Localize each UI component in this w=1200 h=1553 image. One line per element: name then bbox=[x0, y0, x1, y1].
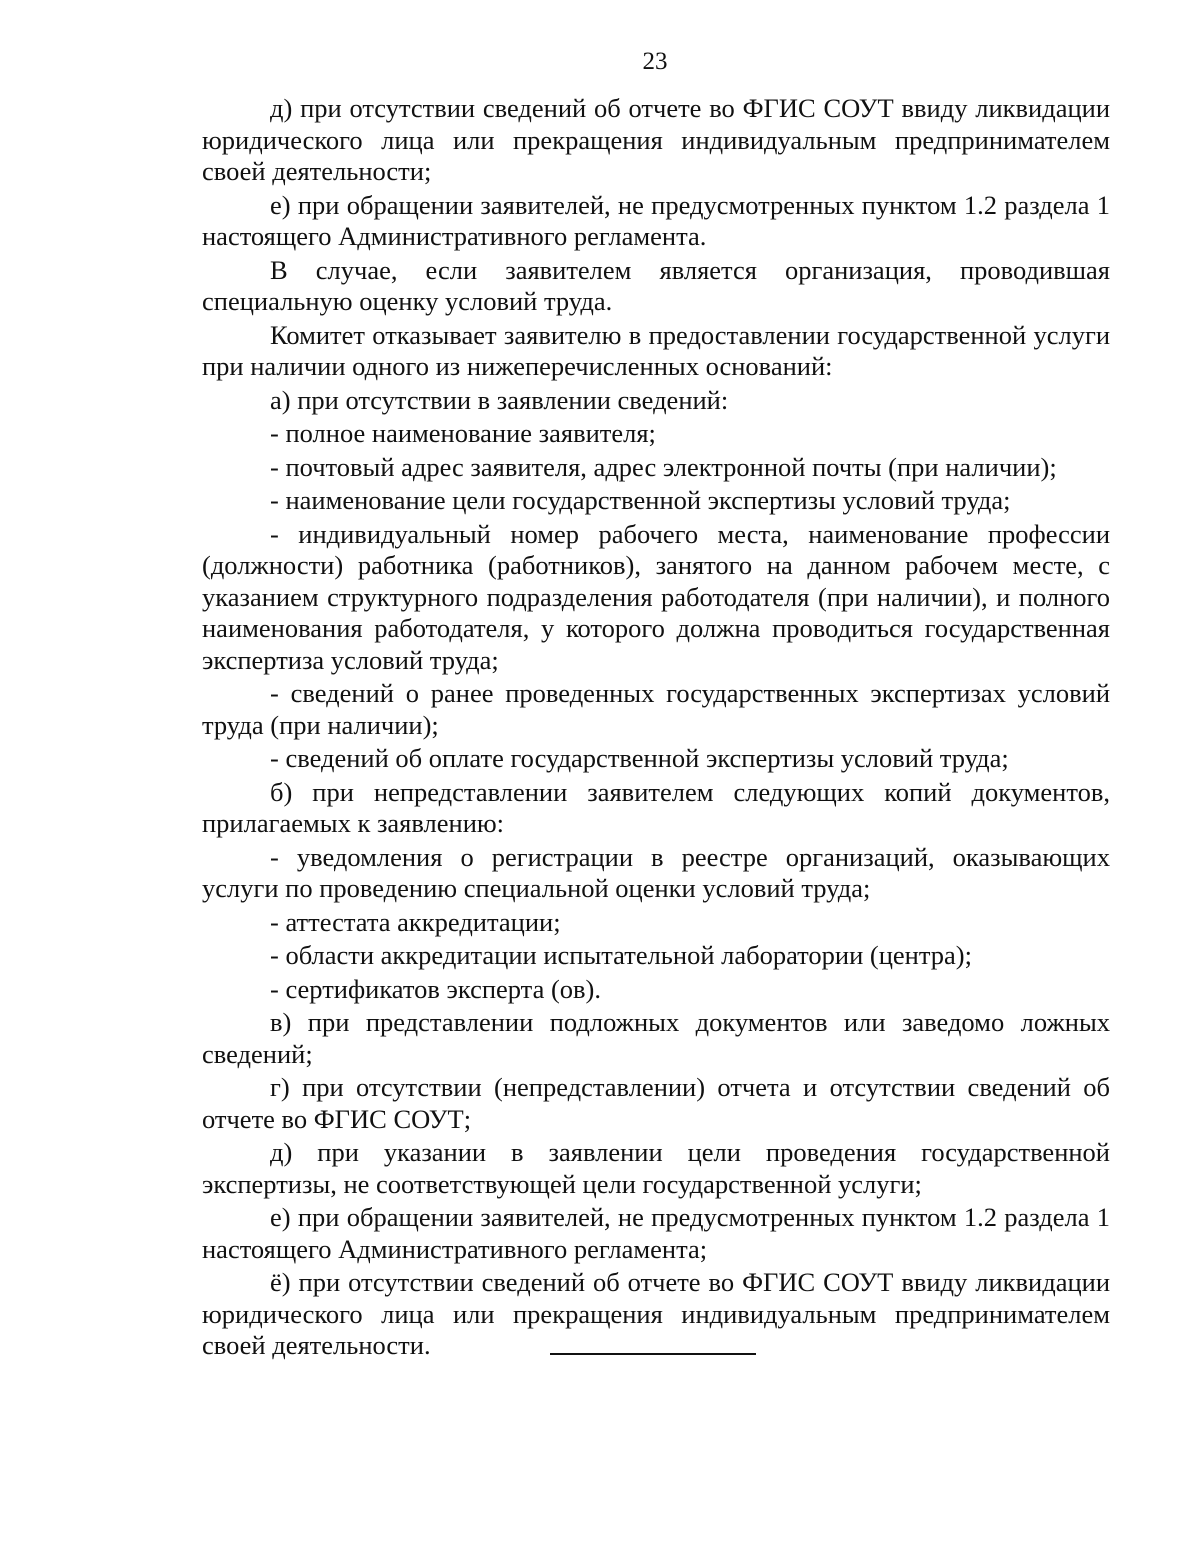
paragraph: Комитет отказывает заявителю в предоставлении государственной услуги при наличии одного из нижеперечисленных оснований: bbox=[202, 319, 1110, 381]
paragraph: а) при отсутствии в заявлении сведений: bbox=[270, 384, 729, 415]
paragraph: е) при обращении заявителей, не предусмотренных пунктом 1.2 раздела 1 настоящего Административного регламента; bbox=[202, 1202, 1110, 1264]
list-item: - почтовый адрес заявителя, адрес электронной почты (при наличии); bbox=[270, 451, 1057, 482]
paragraph: б) при непредставлении заявителем следующих копий документов, прилагаемых к заявлению: bbox=[202, 776, 1110, 838]
list-item: - области аккредитации испытательной лаборатории (центра); bbox=[270, 940, 972, 970]
paragraph: В случае, если заявителем является организация, проводившая специальную оценку условий труда. bbox=[202, 254, 1110, 316]
list-item: - аттестата аккредитации; bbox=[270, 906, 561, 937]
paragraph: д) при отсутствии сведений об отчете во ФГИС СОУТ ввиду ликвидации юридического лица или прекращения индивидуальным предпринимателем своей деятельности; bbox=[202, 93, 1110, 186]
list-item: - наименование цели государственной экспертизы условий труда; bbox=[270, 485, 1011, 515]
paragraph: е) при обращении заявителей, не предусмотренных пунктом 1.2 раздела 1 настоящего Административного регламента. bbox=[202, 189, 1110, 251]
list-item: - полное наименование заявителя; bbox=[270, 418, 656, 448]
page-number: 23 bbox=[642, 48, 668, 75]
paragraph: д) при указании в заявлении цели проведения государственной экспертизы, не соответствующей цели государственной услуги; bbox=[202, 1137, 1110, 1199]
list-item: - сертификатов эксперта (ов). bbox=[270, 973, 602, 1004]
list-item: - индивидуальный номер рабочего места, наименование профессии (должности) работника (работников), занятого на данном рабочем месте, с указанием структурного подразделения работодателя (при наличии), и полного наименования работодателя, у которого должна проводиться государственная экспертиза условий труда; bbox=[202, 518, 1110, 675]
end-divider bbox=[550, 1353, 756, 1355]
paragraph: в) при представлении подложных документов или заведомо ложных сведений; bbox=[202, 1007, 1110, 1069]
paragraph: ё) при отсутствии сведений об отчете во ФГИС СОУТ ввиду ликвидации юридического лица или прекращения индивидуальным предпринимателем своей деятельности. bbox=[202, 1267, 1110, 1360]
document-body bbox=[202, 93, 1110, 1364]
list-item: - сведений о ранее проведенных государственных экспертизах условий труда (при наличии); bbox=[202, 678, 1110, 740]
list-item: - сведений об оплате государственной экспертизы условий труда; bbox=[270, 743, 1009, 773]
list-item: - уведомления о регистрации в реестре организаций, оказывающих услуги по проведению специальной оценки условий труда; bbox=[202, 841, 1110, 903]
paragraph: г) при отсутствии (непредставлении) отчета и отсутствии сведений об отчете во ФГИС СОУТ; bbox=[202, 1072, 1110, 1134]
